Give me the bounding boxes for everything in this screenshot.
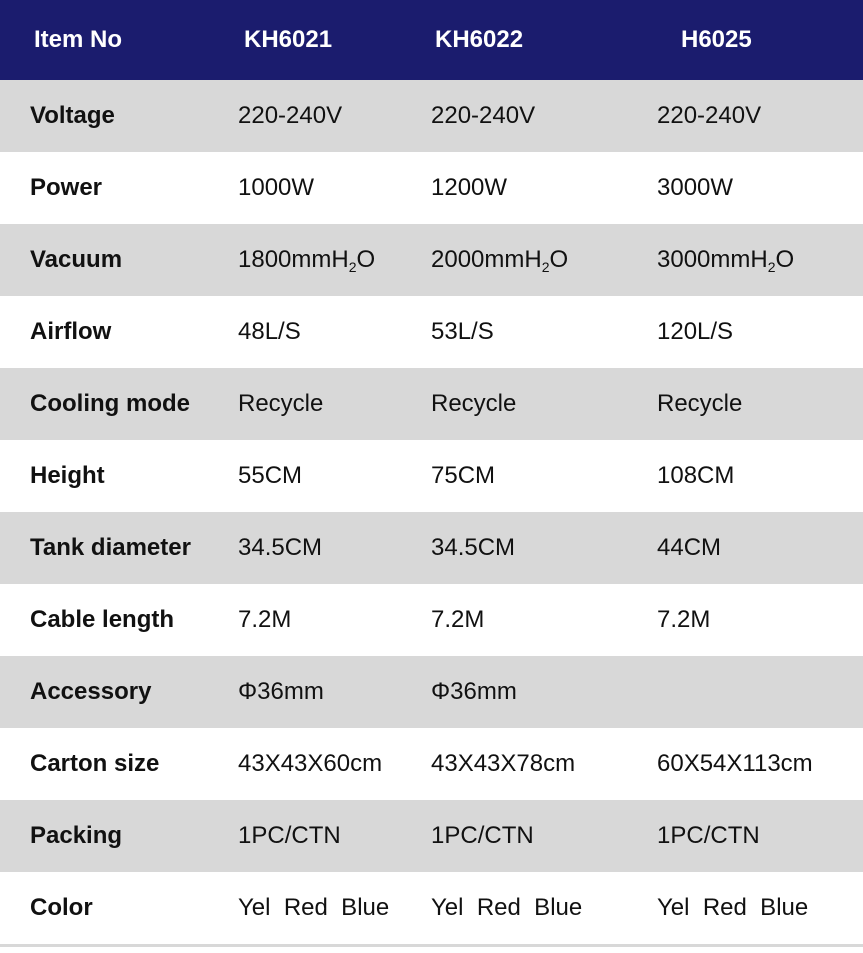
table-bottom-border	[0, 944, 863, 947]
row-value: 7.2M	[431, 606, 485, 633]
row-value	[401, 246, 629, 274]
row-value: 1PC/CTN	[238, 822, 341, 849]
table-row	[0, 584, 863, 656]
value-text: 3000mmH	[657, 246, 768, 273]
table-row	[0, 224, 863, 296]
table-row	[0, 800, 863, 872]
row-value: Yel Red Blue	[431, 894, 583, 921]
value-text: 2000mmH	[431, 246, 542, 273]
row-value: 55CM	[238, 462, 303, 489]
value-subscript: 2	[767, 259, 776, 275]
row-label: Carton size	[30, 750, 160, 777]
header-h6025: H6025	[681, 26, 752, 53]
row-value: 1000W	[238, 174, 315, 201]
row-label: Vacuum	[30, 246, 123, 273]
table-body	[0, 80, 863, 944]
row-value: 34.5CM	[238, 534, 323, 561]
row-value: 1200W	[431, 174, 508, 201]
value-text-suffix: O	[356, 246, 376, 273]
row-value: 43X43X60cm	[238, 750, 383, 777]
row-value: 220-240V	[431, 102, 536, 129]
row-label: Accessory	[30, 678, 152, 705]
row-value: 75CM	[431, 462, 496, 489]
row-value: 220-240V	[238, 102, 343, 129]
row-value: Φ36mm	[431, 678, 517, 705]
row-value: Yel Red Blue	[238, 894, 390, 921]
row-value: Recycle	[657, 390, 743, 417]
table-row	[0, 872, 863, 944]
row-value: 1PC/CTN	[431, 822, 534, 849]
row-label: Cable length	[30, 606, 175, 633]
row-value: 7.2M	[238, 606, 292, 633]
table-row	[0, 80, 863, 152]
value-text-suffix: O	[775, 246, 795, 273]
row-label: Color	[30, 894, 93, 921]
table-row	[0, 728, 863, 800]
row-value	[206, 246, 401, 274]
row-label: Voltage	[30, 102, 115, 129]
header-kh6022: KH6022	[435, 26, 524, 53]
row-value: Φ36mm	[238, 678, 324, 705]
row-value: 34.5CM	[431, 534, 516, 561]
table-row	[0, 296, 863, 368]
row-label: Packing	[30, 822, 123, 849]
row-value: 1PC/CTN	[657, 822, 760, 849]
row-value: 44CM	[657, 534, 722, 561]
value-text: 1800mmH	[238, 246, 349, 273]
row-value: Recycle	[431, 390, 517, 417]
row-value: 53L/S	[431, 318, 494, 345]
row-value: 48L/S	[238, 318, 301, 345]
row-label: Tank diameter	[30, 534, 191, 561]
header-item-no: Item No	[34, 26, 123, 53]
row-label: Airflow	[30, 318, 112, 345]
row-value: 7.2M	[657, 606, 711, 633]
row-value: Yel Red Blue	[657, 894, 809, 921]
table-header-row	[0, 0, 863, 80]
value-subscript: 2	[541, 259, 550, 275]
row-label: Height	[30, 462, 105, 489]
table-row	[0, 440, 863, 512]
table-row	[0, 656, 863, 728]
row-value: 60X54X113cm	[657, 750, 813, 777]
row-value: 3000W	[657, 174, 734, 201]
row-value: 120L/S	[657, 318, 734, 345]
value-text-suffix: O	[549, 246, 569, 273]
header-kh6021: KH6021	[244, 26, 333, 53]
row-label: Power	[30, 174, 103, 201]
table-row	[0, 512, 863, 584]
row-value	[629, 246, 863, 274]
row-label: Cooling mode	[30, 390, 190, 417]
row-value: 220-240V	[657, 102, 762, 129]
row-value: 108CM	[657, 462, 735, 489]
row-value: Recycle	[238, 390, 324, 417]
table-row	[0, 368, 863, 440]
table-row	[0, 152, 863, 224]
value-subscript: 2	[348, 259, 357, 275]
row-value: 43X43X78cm	[431, 750, 576, 777]
